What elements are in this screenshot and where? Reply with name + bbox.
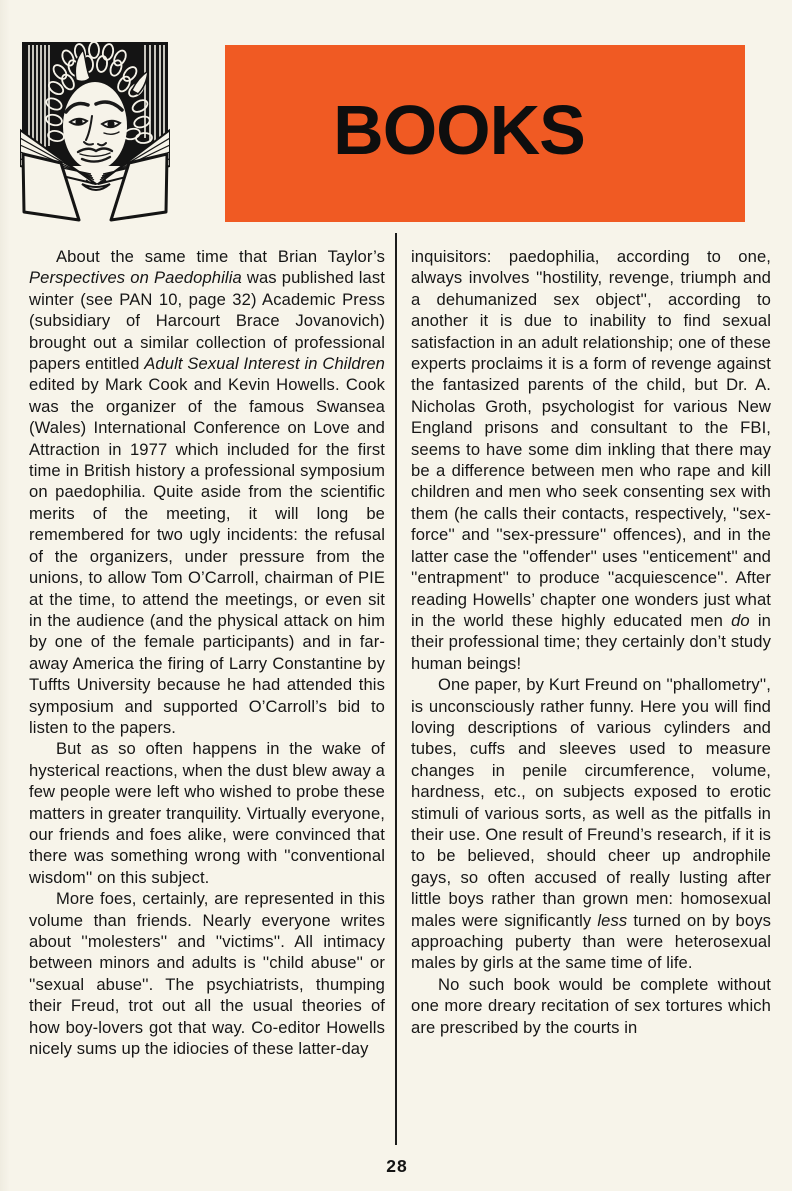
paragraph	[411, 246, 771, 674]
books-banner	[225, 45, 745, 222]
paragraph	[29, 888, 385, 1059]
text-run: But as so often happens in the wake of hysterical reactions, when the dust blew away a few people were left who wished to probe these matters in greater tranquility. Virtually everyone, our friends and foes alike, were convinced that there was something wrong with ''conventional wisdom'' on this subject.	[29, 739, 385, 887]
text-run: One paper, by Kurt Freund on ''phallometry'', is unconsciously rather funny. Here you will find loving descriptions of various cylinders and tubes, cuffs and sleeves used to measure changes in penile circumference, volume, hardness, etc., on subjects exposed to erotic stimuli of various sorts, as well as the pitfalls in their use. One result of Freund’s research, if it is to be believed, should cheer up androphile gays, so often accused of really lusting after little boys rather than grown men: homosexual males were significantly	[411, 675, 771, 930]
paragraph	[411, 674, 771, 974]
text-run: edited by Mark Cook and Kevin Howells. Cook was the organizer of the famous Swansea (Wales) International Conference on Love and Attraction in 1977 which included for the first time in British history a professional symposium on paedophilia. Quite aside from the scientific merits of the meeting, it will long be remembered for two ugly incidents: the refusal of the organizers, under pressure from the unions, to allow Tom O’Carroll, chairman of PIE at the time, to attend the meetings, or even sit in the audience (and the physical attack on him by one of the female participants) and in far-away America the firing of Larry Constantine by Tuffts University because he had attended this symposium and supported O’Carroll’s bid to listen to the papers.	[29, 375, 385, 737]
text-run: turned on by boys approaching puberty than were heterosexual males by girls at the same time of life.	[411, 910, 771, 973]
text-run: About the same time that Brian Taylor’s	[56, 247, 385, 266]
italic-text-run: do	[731, 610, 750, 630]
article-left-column	[29, 246, 385, 1176]
text-run: inquisitors: paedophilia, according to one, always involves ''hostility, revenge, triumph and a dehumanized sex object'', according to another it is due to inability to find sexual satisfaction in an adult relationship; one of these experts proclaims it is a form of revenge against the fantasized parents of the child, but Dr. A. Nicholas Groth, psychologist for various New England prisons and consultant to the FBI, seems to have some dim inkling that there may be a difference between men who rape and kill children and men who seek consenting sex with them (he calls their contacts, respectively, ''sex-force'' and ''sex-pressure'' offences), and in the latter case the ''offender'' uses ''enticement'' and ''entrapment'' to produce ''acquiescence''. After reading Howells’ chapter one wonders just what in the world these highly educated men	[411, 247, 771, 630]
italic-text-run: less	[597, 910, 628, 930]
paragraph	[411, 974, 771, 1038]
text-run: No such book would be complete without one more dreary recitation of sex tortures which are prescribed by the courts in	[411, 974, 771, 1037]
reading-child-illustration	[20, 42, 170, 228]
text-run: in their professional time; they certainly don’t study human beings!	[411, 610, 771, 673]
page-number: 28	[386, 1156, 408, 1176]
article-right-column	[411, 246, 771, 1176]
books-banner-title: BOOKS	[333, 90, 585, 169]
column-divider-rule	[395, 233, 397, 1145]
paragraph	[29, 246, 385, 738]
scan-edge-shading	[0, 0, 10, 1191]
italic-text-run: Adult Sexual Interest in Children	[144, 354, 385, 374]
italic-text-run: Perspectives on Paedophilia	[29, 268, 242, 288]
text-run: More foes, certainly, are represented in this volume than friends. Nearly everyone writes about ''molesters'' and ''victims''. All intimacy between minors and adults is ''child abuse'' or ''sexual abuse''. The psychiatrists, thumping their Freud, trot out all the usual theories of how boy-lovers got that way. Co-editor Howells nicely sums up the idiocies of these latter-day	[29, 889, 385, 1059]
paragraph	[29, 738, 385, 888]
text-run: was published last winter (see PAN 10, page 32) Academic Press (subsidiary of Harcourt Brace Jovanovich) brought out a similar collection of professional papers entitled	[29, 268, 385, 374]
horned-child-reading-open-book-woodcut-icon	[20, 42, 170, 228]
